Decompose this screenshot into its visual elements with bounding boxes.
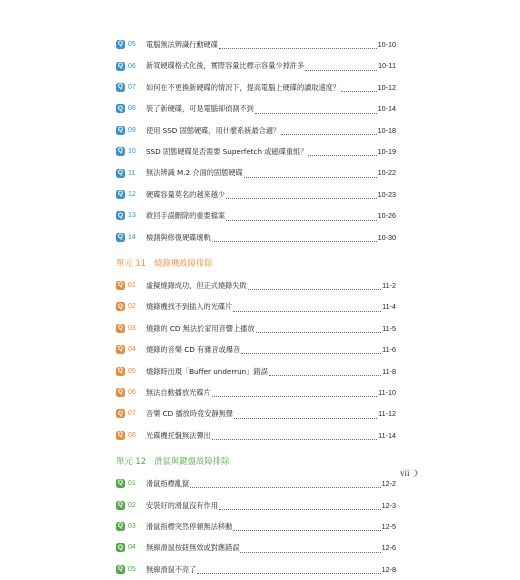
question-number: 04 — [128, 346, 136, 354]
chapter-title: 燒錄機故障排除 — [154, 257, 213, 268]
entry-page-number: 11-4 — [382, 302, 396, 312]
toc-section — [116, 251, 396, 446]
entry-page-number: 10-26 — [377, 211, 396, 221]
page-footer — [400, 468, 418, 478]
question-number: 02 — [128, 501, 136, 509]
chapter-label: 單元 12 — [116, 456, 147, 467]
entry-title: 滑鼠指標突然停頓無法移動 — [146, 521, 233, 531]
entry-page-number: 12-8 — [381, 564, 396, 574]
question-number: 05 — [128, 367, 136, 375]
entry-page-number: 10-11 — [378, 61, 396, 71]
toc-entry[interactable] — [116, 318, 396, 339]
question-badge-icon: Q — [117, 564, 124, 572]
toc-entry[interactable] — [116, 537, 396, 558]
chapter-heading — [116, 251, 396, 275]
question-number: 14 — [128, 233, 136, 241]
entry-title: 電腦無法辨識行動硬碟 — [146, 40, 218, 50]
toc-entry[interactable] — [116, 403, 396, 424]
question-number: 12 — [128, 190, 136, 198]
question-number: 03 — [128, 523, 136, 530]
entry-page-number: 11-6 — [382, 345, 396, 355]
question-badge-icon: Q — [117, 388, 124, 396]
entry-page-number: 11-2 — [382, 281, 396, 290]
question-number: 02 — [128, 303, 136, 311]
question-badge-icon: Q — [117, 479, 124, 487]
toc-entry[interactable] — [116, 516, 396, 537]
toc-entry[interactable] — [116, 98, 396, 119]
question-badge-icon: Q — [117, 83, 124, 91]
question-badge-icon: Q — [117, 125, 124, 133]
question-badge-icon: Q — [117, 543, 124, 551]
table-of-contents — [116, 34, 396, 580]
toc-entry[interactable] — [116, 494, 396, 515]
dot-leader — [219, 508, 381, 510]
question-badge-icon: Q — [117, 409, 124, 417]
entry-page-number: 10-12 — [377, 82, 396, 92]
entry-title: 如何在不更換新硬碟的情況下，提高電腦上硬碟的讀取速度？ — [146, 82, 341, 92]
dot-leader — [233, 529, 380, 531]
entry-page-number: 11-5 — [382, 323, 396, 333]
entry-title: 燒錄的 CD 無法於家用音響上播放 — [146, 323, 255, 333]
question-number: 04 — [128, 544, 136, 552]
entry-title: 無法辨識 M.2 介面的固態硬碟 — [146, 168, 243, 178]
question-number: 08 — [128, 431, 136, 439]
dot-leader — [219, 47, 377, 49]
entry-page-number: 11-8 — [382, 366, 396, 376]
dot-leader — [212, 395, 377, 397]
entry-title: 燒錄的音樂 CD 有雜音或爆音 — [146, 345, 241, 355]
question-number: 05 — [128, 41, 136, 49]
dot-leader — [212, 438, 377, 440]
entry-page-number: 10-19 — [377, 147, 396, 157]
toc-entry[interactable] — [116, 360, 396, 381]
question-number: 07 — [128, 83, 136, 91]
dot-leader — [241, 352, 381, 354]
toc-entry[interactable] — [116, 120, 396, 141]
question-number: 05 — [128, 565, 136, 573]
question-badge-icon: Q — [117, 211, 124, 219]
question-number: 06 — [128, 389, 136, 397]
question-number: 09 — [128, 126, 136, 134]
entry-title: 音樂 CD 播放時竟安靜無聲 — [146, 409, 233, 419]
entry-title: 裝了新硬碟，可是電腦卻偵測不到 — [146, 104, 254, 114]
question-number: 07 — [128, 410, 136, 418]
entry-page-number: 11-10 — [378, 387, 396, 397]
question-badge-icon: Q — [117, 40, 124, 48]
question-badge-icon: Q — [117, 281, 124, 289]
question-badge-icon: Q — [117, 302, 124, 310]
entry-page-number: 12-6 — [381, 543, 396, 553]
entry-page-number: 10-18 — [377, 125, 396, 135]
question-badge-icon: Q — [117, 366, 124, 374]
question-badge-icon: Q — [117, 232, 124, 240]
question-number: 03 — [128, 324, 136, 332]
toc-entry[interactable] — [116, 473, 396, 494]
question-badge-icon: Q — [117, 522, 124, 530]
question-number: 01 — [128, 480, 136, 488]
dot-leader — [233, 310, 381, 312]
toc-entry[interactable] — [116, 227, 396, 248]
toc-entry[interactable] — [116, 425, 396, 446]
entry-title: 硬碟容量莫名的越來越少 — [146, 189, 226, 199]
toc-entry[interactable] — [116, 382, 396, 403]
dot-leader — [240, 551, 380, 553]
entry-title: 新買硬碟格式化後，實際容量比標示容量少掉許多 — [146, 61, 305, 71]
entry-page-number: 10-30 — [377, 232, 396, 242]
chapter-heading — [116, 449, 396, 473]
toc-entry[interactable] — [116, 55, 396, 76]
entry-title: 使用 SSD 固態硬碟，用什麼系統最合適？ — [146, 125, 281, 135]
toc-section — [116, 449, 396, 580]
toc-entry[interactable] — [116, 339, 396, 360]
entry-page-number: 11-12 — [378, 409, 396, 419]
question-number: 11 — [128, 169, 136, 177]
question-number: 13 — [128, 212, 136, 220]
entry-title: 無法自動播放光碟片 — [146, 387, 211, 397]
entry-page-number: 10-22 — [377, 168, 396, 178]
entry-page-number: 12-5 — [381, 521, 396, 531]
entry-page-number: 10-10 — [377, 40, 396, 50]
dot-leader — [244, 176, 377, 178]
toc-entry[interactable] — [116, 184, 396, 205]
question-number: 06 — [128, 62, 136, 70]
entry-page-number: 12-2 — [381, 479, 396, 489]
dot-leader — [308, 154, 376, 156]
entry-title: 救回手誤刪除的重要檔案 — [146, 211, 226, 221]
toc-entry[interactable] — [116, 77, 396, 98]
entry-title: 無線滑鼠不亮了 — [146, 564, 197, 574]
toc-entry[interactable] — [116, 162, 396, 183]
dot-leader — [226, 197, 377, 199]
chapter-title: 滑鼠與鍵盤故障排除 — [154, 456, 230, 467]
question-badge-icon: Q — [117, 500, 124, 508]
crescent-icon — [412, 469, 418, 477]
dot-leader — [281, 133, 376, 135]
entry-title: 燒錄機找不到插入的光碟片 — [146, 302, 233, 312]
dot-leader — [234, 417, 377, 419]
dot-leader — [212, 240, 377, 242]
question-badge-icon: Q — [117, 431, 124, 439]
entry-page-number: 11-14 — [378, 430, 396, 440]
toc-entry[interactable] — [116, 296, 396, 317]
entry-page-number: 12-3 — [381, 500, 396, 510]
toc-entry[interactable] — [116, 141, 396, 162]
question-badge-icon: Q — [117, 147, 124, 155]
question-badge-icon: Q — [117, 168, 124, 176]
dot-leader — [248, 288, 382, 290]
toc-entry[interactable] — [116, 559, 396, 580]
dot-leader — [226, 219, 377, 221]
page-number-label: vii — [400, 468, 410, 478]
toc-entry[interactable] — [116, 34, 396, 55]
entry-title: 滑鼠指標亂竄 — [146, 479, 190, 489]
question-number: 10 — [128, 148, 136, 156]
entry-title: 虛擬燒錄成功，但正式燒錄失敗 — [146, 281, 247, 290]
chapter-label: 單元 11 — [116, 257, 147, 268]
question-badge-icon: Q — [117, 324, 124, 332]
toc-entry[interactable] — [116, 205, 396, 226]
question-number: 08 — [128, 105, 136, 113]
entry-title: 光碟機托盤無法彈出 — [146, 430, 211, 440]
entry-title: 安裝好的滑鼠沒有作用 — [146, 500, 218, 510]
question-number: 01 — [128, 282, 136, 290]
question-badge-icon: Q — [117, 104, 124, 112]
entry-page-number: 10-23 — [377, 189, 396, 199]
question-badge-icon: Q — [117, 190, 124, 198]
entry-page-number: 10-14 — [377, 104, 396, 114]
dot-leader — [190, 486, 380, 488]
dot-leader — [255, 112, 377, 114]
dot-leader — [256, 331, 382, 333]
dot-leader — [341, 90, 377, 92]
entry-title: 燒錄時出現「Buffer underrun」錯誤 — [146, 366, 268, 376]
entry-title: 檢測與修復硬碟壞軌 — [146, 232, 211, 242]
dot-leader — [197, 572, 380, 574]
toc-section — [116, 34, 396, 248]
entry-title: 無線滑鼠按鈕無效或對應錯誤 — [146, 543, 240, 553]
dot-leader — [269, 374, 381, 376]
question-badge-icon: Q — [117, 345, 124, 353]
entry-title: SSD 固態硬碟是否需要 Superfetch 或磁碟重組？ — [146, 147, 308, 157]
toc-entry[interactable] — [116, 275, 396, 296]
question-badge-icon: Q — [117, 61, 124, 69]
dot-leader — [305, 69, 377, 71]
